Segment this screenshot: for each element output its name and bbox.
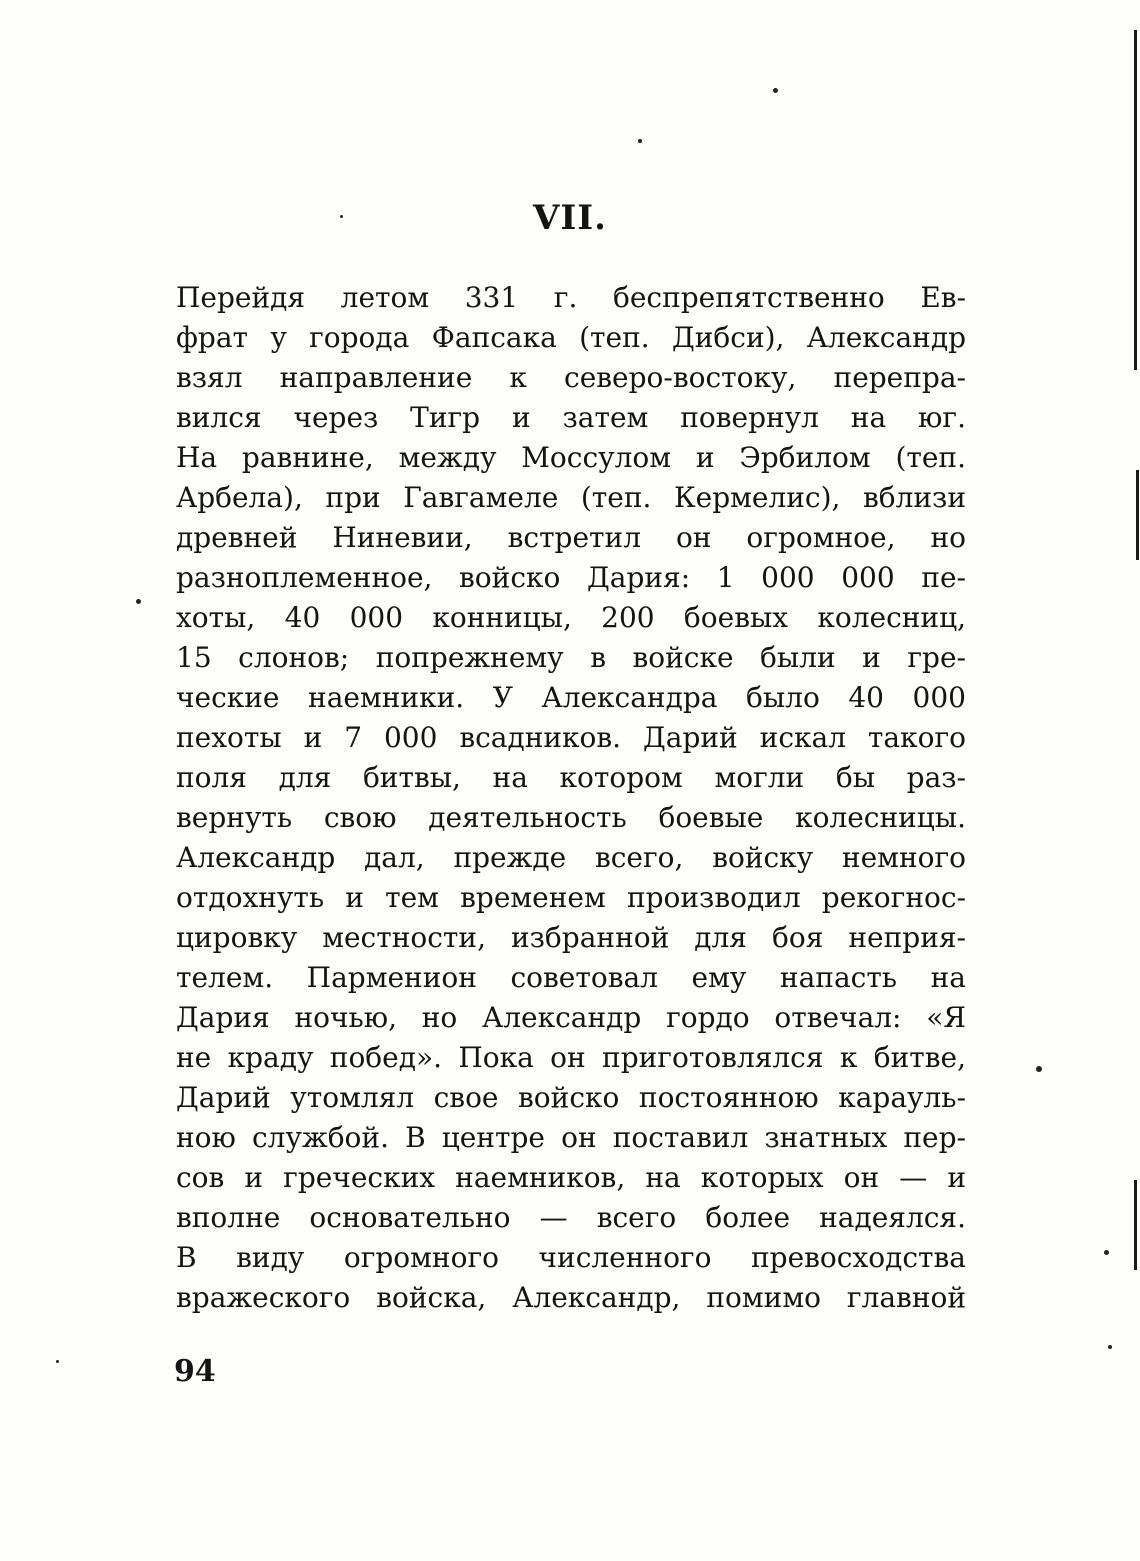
- scan-speck: [638, 139, 642, 143]
- scan-speck: [56, 1360, 59, 1363]
- text-line: Дария ночью, но Александр гордо отвечал: «Я: [176, 1001, 966, 1034]
- text-line: взял направление к северо-востоку, перепра-: [176, 361, 966, 394]
- page-number: 94: [174, 1354, 216, 1389]
- text-line: сов и греческих наемников, на которых он — и: [176, 1161, 966, 1194]
- text-line: Дарий утомлял свое войско постоянною карауль-: [176, 1081, 966, 1114]
- scan-speck: [1104, 1250, 1109, 1255]
- text-line: пехоты и 7 000 всадников. Дарий искал такого: [176, 721, 966, 754]
- text-line: поля для битвы, на котором могли бы раз-: [176, 761, 966, 794]
- text-line: вполне основательно — всего более надеялся.: [176, 1201, 966, 1234]
- scan-speck: [1108, 1345, 1112, 1349]
- page-edge-mark: [1134, 30, 1137, 370]
- body-text: [176, 278, 966, 1318]
- text-line: На равнине, между Моссулом и Эрбилом (теп.: [176, 441, 966, 474]
- text-line: разноплеменное, войско Дария: 1 000 000 пе-: [176, 561, 966, 594]
- chapter-heading: VII.: [532, 198, 608, 238]
- scan-speck: [1036, 1066, 1042, 1072]
- scan-speck: [340, 215, 343, 218]
- text-line: ческие наемники. У Александра было 40 000: [176, 681, 966, 714]
- text-line: ною службой. В центре он поставил знатных пер-: [176, 1121, 966, 1154]
- text-line: Александр дал, прежде всего, войску немного: [176, 841, 966, 874]
- page-edge-mark: [1136, 470, 1139, 560]
- text-line: 15 слонов; попрежнему в войске были и гре-: [176, 641, 966, 674]
- text-line: хоты, 40 000 конницы, 200 боевых колесниц,: [176, 601, 966, 634]
- text-line: цировку местности, избранной для боя неприя-: [176, 921, 966, 954]
- text-line: вился через Тигр и затем повернул на юг.: [176, 401, 966, 434]
- text-line: Арбела), при Гавгамеле (теп. Кермелис), вблизи: [176, 481, 966, 514]
- scan-speck: [136, 599, 141, 604]
- text-line: телем. Парменион советовал ему напасть на: [176, 961, 966, 994]
- text-line: отдохнуть и тем временем производил рекогнос-: [176, 881, 966, 914]
- text-line: В виду огромного численного превосходства: [176, 1241, 966, 1274]
- scan-speck: [773, 88, 778, 93]
- text-line: фрат у города Фапсака (теп. Дибси), Александр: [176, 321, 966, 354]
- text-line: вернуть свою деятельность боевые колесницы.: [176, 801, 966, 834]
- text-line: не краду побед». Пока он приготовлялся к битве,: [176, 1041, 966, 1074]
- text-line: Перейдя летом 331 г. беспрепятственно Ев-: [176, 281, 966, 314]
- text-line: вражеского войска, Александр, помимо главной: [176, 1281, 966, 1314]
- text-line: древней Ниневии, встретил он огромное, но: [176, 521, 966, 554]
- page-edge-mark: [1134, 1180, 1137, 1270]
